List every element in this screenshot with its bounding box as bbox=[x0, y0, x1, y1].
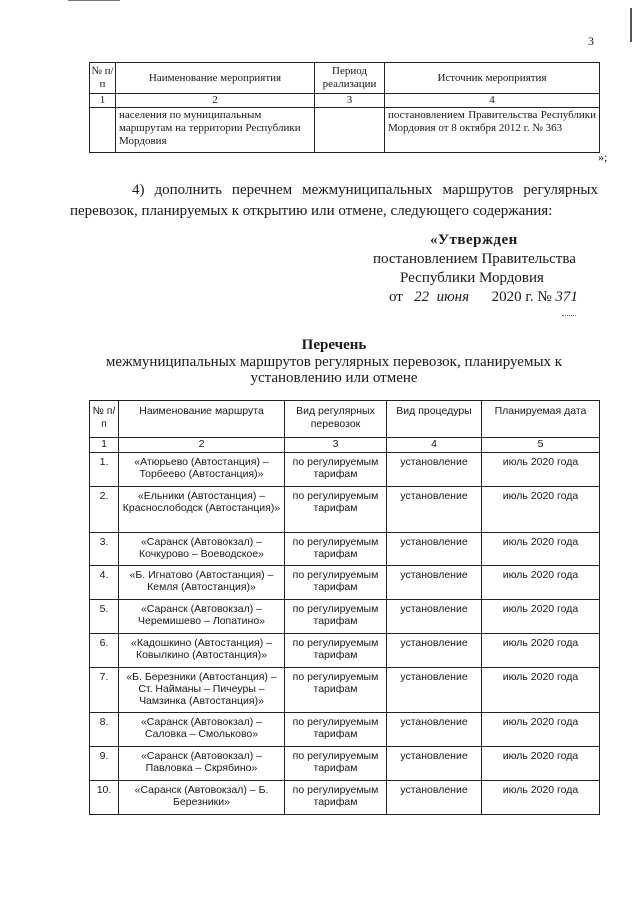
header-planned-date: Планируемая дата bbox=[482, 401, 600, 438]
cell-planned-date: июль 2020 года bbox=[482, 453, 600, 487]
cell-planned-date: июль 2020 года bbox=[482, 533, 600, 566]
cell-procedure: установление bbox=[387, 453, 482, 487]
header-event-name: Наименование мероприятия bbox=[116, 63, 315, 94]
table-row bbox=[90, 781, 600, 815]
col-num: 4 bbox=[387, 438, 482, 453]
closing-quote: »; bbox=[598, 150, 608, 164]
col-num: 4 bbox=[385, 94, 600, 108]
cell-procedure: установление bbox=[387, 600, 482, 634]
cell-transport-type: по регулируемым тарифам bbox=[285, 533, 387, 566]
cell-number: 2. bbox=[90, 487, 119, 533]
table-row bbox=[90, 487, 600, 533]
cell-route-name: «Саранск (Автовокзал) – Кочкурово – Воеводское» bbox=[119, 533, 285, 566]
cell-number: 8. bbox=[90, 713, 119, 747]
cell-number: 3. bbox=[90, 533, 119, 566]
cell-planned-date: июль 2020 года bbox=[482, 668, 600, 713]
cell-transport-type: по регулируемым тарифам bbox=[285, 713, 387, 747]
cell-transport-type: по регулируемым тарифам bbox=[285, 566, 387, 600]
table-row bbox=[90, 747, 600, 781]
cell-procedure: установление bbox=[387, 566, 482, 600]
cell-planned-date: июль 2020 года bbox=[482, 600, 600, 634]
col-num: 1 bbox=[90, 438, 119, 453]
approval-date bbox=[389, 288, 578, 307]
cell-procedure: установление bbox=[387, 747, 482, 781]
cell-planned-date: июль 2020 года bbox=[482, 747, 600, 781]
cell-planned-date: июль 2020 года bbox=[482, 634, 600, 668]
cell-route-name: «Саранск (Автовокзал) – Б. Березники» bbox=[119, 781, 285, 815]
header-number: № п/п bbox=[90, 63, 116, 94]
table-row bbox=[90, 600, 600, 634]
cell-period bbox=[315, 108, 385, 153]
date-month: июня bbox=[436, 289, 470, 305]
cell-procedure: установление bbox=[387, 668, 482, 713]
col-num: 5 bbox=[482, 438, 600, 453]
cell-planned-date: июль 2020 года bbox=[482, 781, 600, 815]
table-header-row bbox=[90, 63, 600, 94]
table-row bbox=[90, 533, 600, 566]
cell-number: 7. bbox=[90, 668, 119, 713]
approval-heading: «Утвержден bbox=[430, 232, 518, 248]
col-num: 3 bbox=[285, 438, 387, 453]
cell-transport-type: по регулируемым тарифам bbox=[285, 600, 387, 634]
cell-route-name: «Б. Березники (Автостанция) – Ст. Найманы – Пичеуры – Чамзинка (Автостанция)» bbox=[119, 668, 285, 713]
col-num: 2 bbox=[119, 438, 285, 453]
cell-transport-type: по регулируемым тарифам bbox=[285, 453, 387, 487]
cell-transport-type: по регулируемым тарифам bbox=[285, 634, 387, 668]
routes-table bbox=[89, 400, 600, 815]
cell-route-name: «Б. Игнатово (Автостанция) – Кемля (Автостанция)» bbox=[119, 566, 285, 600]
cell-transport-type: по регулируемым тарифам bbox=[285, 747, 387, 781]
cell-route-name: «Атюрьево (Автостанция) – Торбеево (Автостанция)» bbox=[119, 453, 285, 487]
cell-source: постановлением Правительства Республики Мордовия от 8 октября 2012 г. № 363 bbox=[385, 108, 600, 153]
cell-route-name: «Саранск (Автовокзал) – Саловка – Смольково» bbox=[119, 713, 285, 747]
header-number: № п/п bbox=[90, 401, 119, 438]
approval-line: постановлением Правительства bbox=[373, 251, 576, 267]
list-title: Перечень bbox=[301, 337, 367, 353]
col-num: 1 bbox=[90, 94, 116, 108]
cell-planned-date: июль 2020 года bbox=[482, 566, 600, 600]
header-transport-type: Вид регулярных перевозок bbox=[285, 401, 387, 438]
table-row bbox=[90, 566, 600, 600]
header-route-name: Наименование маршрута bbox=[119, 401, 285, 438]
cell-event-name: населения по муниципальным маршрутам на территории Республики Мордовия bbox=[116, 108, 315, 153]
cell-planned-date: июль 2020 года bbox=[482, 487, 600, 533]
cell-procedure: установление bbox=[387, 533, 482, 566]
cell-number: 9. bbox=[90, 747, 119, 781]
header-procedure: Вид процедуры bbox=[387, 401, 482, 438]
date-year: 2020 г. № bbox=[491, 289, 552, 305]
table-row bbox=[90, 634, 600, 668]
approval-line: Республики Мордовия bbox=[400, 270, 544, 286]
cell-transport-type: по регулируемым тарифам bbox=[285, 668, 387, 713]
header-source: Источник мероприятия bbox=[385, 63, 600, 94]
cell-transport-type: по регулируемым тарифам bbox=[285, 487, 387, 533]
cell-route-name: «Саранск (Автовокзал) – Черемишево – Лопатино» bbox=[119, 600, 285, 634]
scribble-mark bbox=[562, 315, 576, 320]
list-subtitle: установлению или отмене bbox=[250, 370, 418, 386]
date-prefix: от bbox=[389, 289, 403, 305]
cell-number bbox=[90, 108, 116, 153]
decree-number: 371 bbox=[555, 289, 578, 305]
page-number: 3 bbox=[588, 34, 594, 48]
col-num: 3 bbox=[315, 94, 385, 108]
date-day: 22 bbox=[414, 289, 430, 305]
table-row bbox=[90, 668, 600, 713]
column-number-row bbox=[90, 438, 600, 453]
header-period: Период реализации bbox=[315, 63, 385, 94]
cell-number: 10. bbox=[90, 781, 119, 815]
cell-route-name: «Ельники (Автостанция) – Краснослободск (Автостанция)» bbox=[119, 487, 285, 533]
table-row bbox=[90, 713, 600, 747]
measures-table bbox=[89, 62, 600, 153]
amendment-paragraph: 4) дополнить перечнем межмуниципальных маршрутов регулярных перевозок, планируемых к открытию или отмене, следующего содержания: bbox=[70, 182, 598, 219]
table-row bbox=[90, 108, 600, 153]
cell-number: 6. bbox=[90, 634, 119, 668]
col-num: 2 bbox=[116, 94, 315, 108]
cell-route-name: «Кадошкино (Автостанция) – Ковылкино (Автостанция)» bbox=[119, 634, 285, 668]
cell-procedure: установление bbox=[387, 713, 482, 747]
table-row bbox=[90, 453, 600, 487]
cell-procedure: установление bbox=[387, 487, 482, 533]
cell-planned-date: июль 2020 года bbox=[482, 713, 600, 747]
cell-transport-type: по регулируемым тарифам bbox=[285, 781, 387, 815]
cell-route-name: «Саранск (Автовокзал) – Павловка – Скрябино» bbox=[119, 747, 285, 781]
cell-number: 5. bbox=[90, 600, 119, 634]
cell-number: 4. bbox=[90, 566, 119, 600]
cell-procedure: установление bbox=[387, 781, 482, 815]
cell-number: 1. bbox=[90, 453, 119, 487]
scan-edge-mark bbox=[630, 8, 632, 42]
cell-procedure: установление bbox=[387, 634, 482, 668]
column-number-row bbox=[90, 94, 600, 108]
list-subtitle: межмуниципальных маршрутов регулярных перевозок, планируемых к bbox=[105, 354, 563, 370]
scan-artifact-line bbox=[68, 0, 120, 1]
table-header-row bbox=[90, 401, 600, 438]
